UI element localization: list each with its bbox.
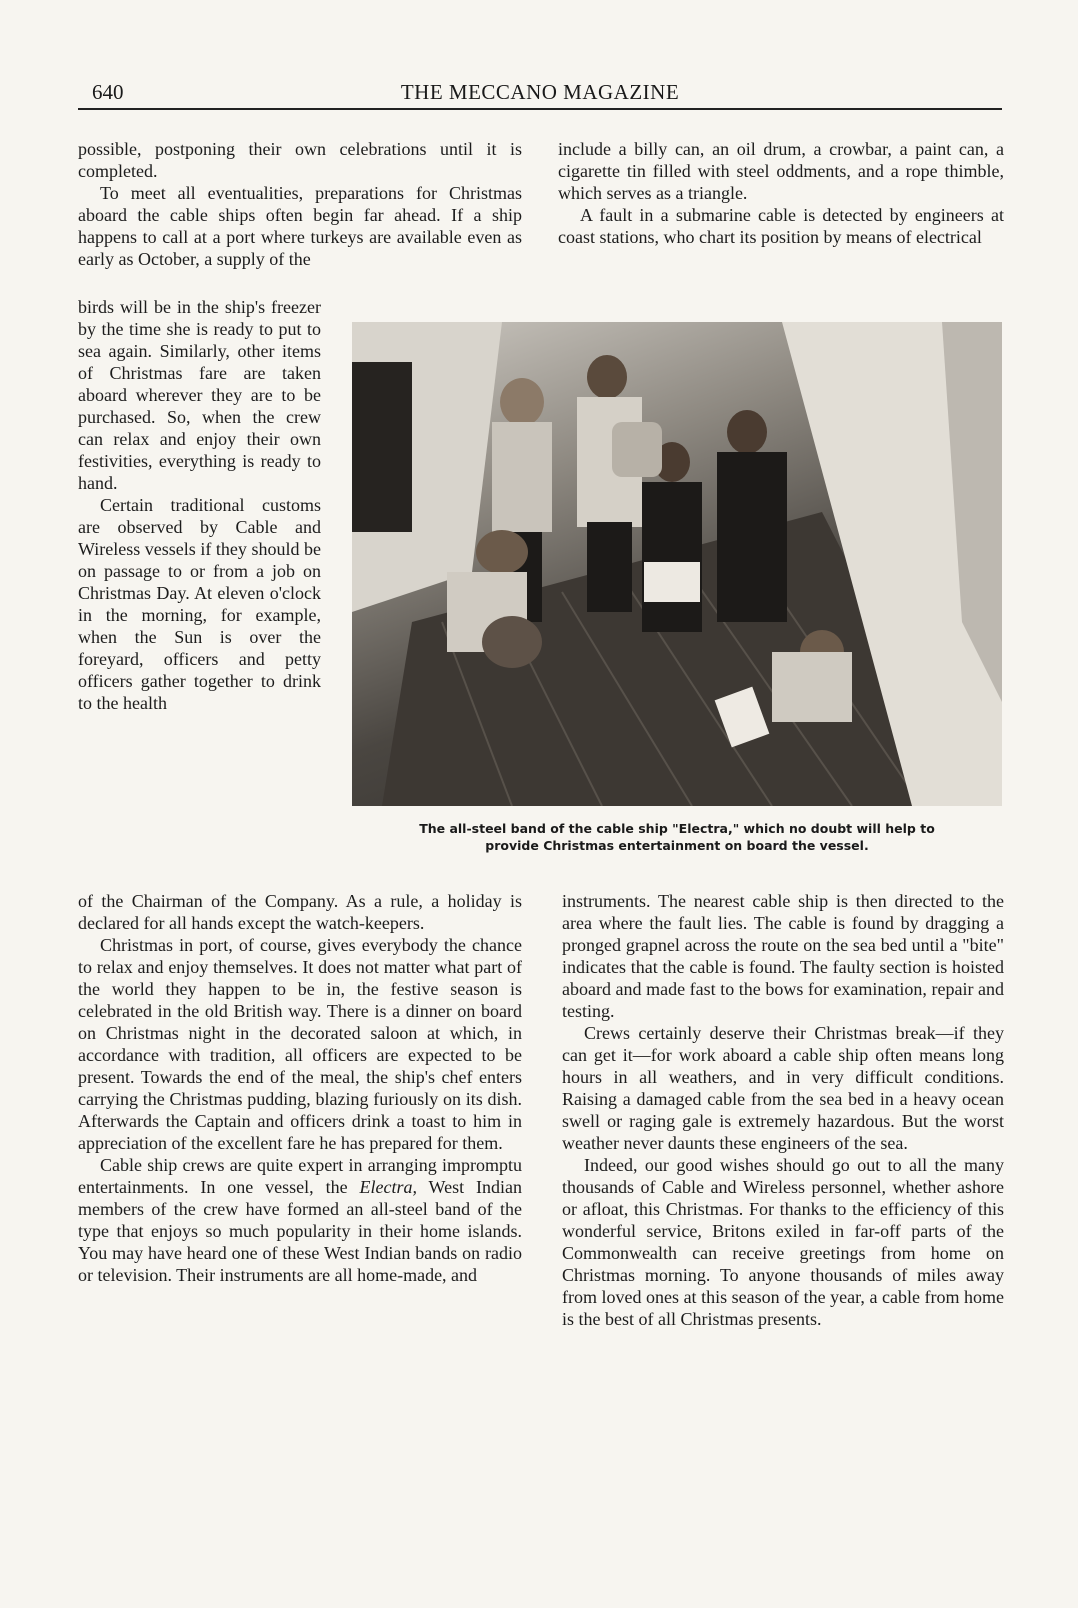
paragraph: To meet all eventualities, preparations for Christmas aboard the cable ships often begin far ahead. If a ship happens to call at a port where turkeys are available even as early as October, a supply of the (78, 183, 522, 269)
paragraph: instruments. The nearest cable ship is then directed to the area where the fault lies. The cable is found by dragging a pronged grapnel across the route on the sea bed until a "bite" indicates that the cable is found. The faulty section is hoisted aboard and made fast to the bows for examination, repair and testing. (562, 891, 1004, 1021)
ship-name: Electra, (359, 1177, 417, 1197)
paragraph (78, 1154, 522, 1286)
left-column-bottom (78, 890, 522, 1286)
page-header (78, 78, 1002, 110)
left-column-narrow (78, 296, 321, 714)
paragraph: A fault in a submarine cable is detected by engineers at coast stations, who chart its position by means of electrical (558, 205, 1004, 247)
paragraph: of the Chairman of the Company. As a rule, a holiday is declared for all hands except the watch-keepers. (78, 891, 522, 933)
page-number: 640 (92, 80, 124, 104)
paragraph: Crews certainly deserve their Christmas break—if they can get it—for work aboard a cable ship often means long hours in all weathers, and in very difficult conditions. Raising a damaged cable from the sea bed in a heavy ocean swell or raging gale is extremely hazardous. But the worst weather never daunts these engineers of the sea. (562, 1023, 1004, 1153)
paragraph: Christmas in port, of course, gives everybody the chance to relax and enjoy themselves. It does not matter what part of the world they happen to be in, the festive season is celebrated in the old British way. There is a dinner on board on Christmas night in the decorated saloon at which, in accordance with tradition, all officers are expected to be present. Towards the end of the meal, the ship's chef enters carrying the Christmas pudding, blazing furiously on its dish. Afterwards the Captain and officers drink a toast to him in appreciation of the excellent fare he has prepared for them. (78, 935, 522, 1153)
magazine-title: THE MECCANO MAGAZINE (400, 80, 680, 104)
text-run: Cable ship crews are quite expert in arranging impromptu entertainments. In one vessel, the (78, 1155, 522, 1197)
caption-line: provide Christmas entertainment on board the vessel. (485, 838, 869, 853)
paragraph: possible, postponing their own celebrations until it is completed. (78, 139, 522, 181)
text-run: West Indian members of the crew have formed an all-steel band of the type that enjoys so much popularity in their home islands. You may have heard one of these West Indian bands on radio or television. Their instruments are all home-made, and (78, 1177, 522, 1285)
paragraph: include a billy can, an oil drum, a crowbar, a paint can, a cigarette tin filled with steel oddments, and a rope thimble, which serves as a triangle. (558, 139, 1004, 203)
left-column-top (78, 138, 522, 270)
right-column-bottom (562, 890, 1004, 1330)
steel-band-photo (352, 322, 1002, 806)
paragraph: Certain traditional customs are observed by Cable and Wireless vessels if they should be on passage to or from a job on Christmas Day. At eleven o'clock in the morning, for example, when the Sun is over the foreyard, officers and petty officers gather together to drink to the health (78, 495, 321, 713)
paragraph: birds will be in the ship's freezer by the time she is ready to put to sea again. Similarly, other items of Christmas fare are taken aboard wherever they are to be purchased. So, when the crew can relax and enjoy their own festivities, everything is ready to hand. (78, 297, 321, 493)
caption-line: The all-steel band of the cable ship "Electra," which no doubt will help to (419, 821, 935, 836)
right-column-top (558, 138, 1004, 248)
photo-illustration (352, 322, 1002, 806)
photo-caption (350, 820, 1004, 854)
paragraph: Indeed, our good wishes should go out to all the many thousands of Cable and Wireless personnel, whether ashore or afloat, this Christmas. For thanks to the efficiency of this wonderful service, Britons exiled in far-off parts of the Commonwealth can receive greetings from home on Christmas morning. To anyone thousands of miles away from loved ones at this season of the year, a cable from home is the best of all Christmas presents. (562, 1155, 1004, 1329)
